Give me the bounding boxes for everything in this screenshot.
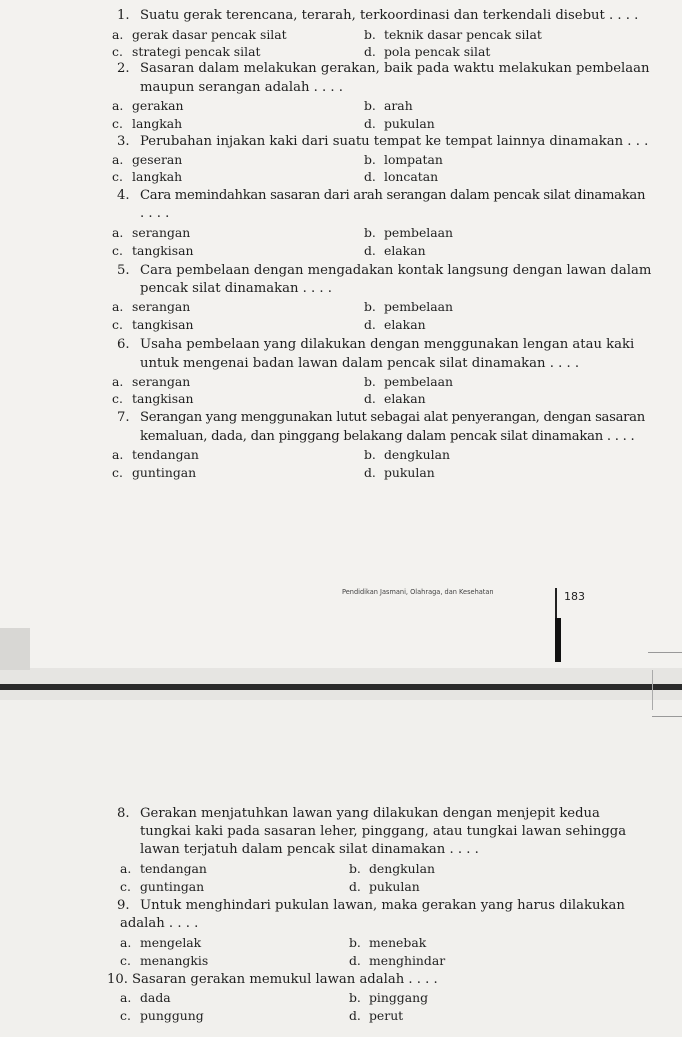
- footer-page-tab: [555, 618, 561, 662]
- option-d: d. elakan: [364, 391, 426, 406]
- option-d: d. loncatan: [364, 169, 439, 184]
- question-number: 5.: [117, 263, 130, 278]
- question-text: kemaluan, dada, dan pinggang belakang dalam pencak silat dinamakan . . . .: [140, 429, 635, 444]
- option-c: c. menangkis: [120, 953, 209, 968]
- option-c: c. guntingan: [120, 879, 205, 894]
- question-text: Suatu gerak terencana, terarah, terkoordinasi dan terkendali disebut . . . .: [140, 8, 639, 23]
- footer-book-title: Pendidikan Jasmani, Olahraga, dan Kesehatan: [342, 588, 494, 596]
- question-text: Sasaran gerakan memukul lawan adalah . . . .: [132, 972, 438, 987]
- question-number: 7.: [117, 410, 130, 425]
- option-a: a. serangan: [112, 299, 191, 314]
- question-text: Cara pembelaan dengan mengadakan kontak langsung dengan lawan dalam: [140, 263, 652, 278]
- question-text: . . . .: [140, 206, 170, 221]
- question-text: untuk mengenai badan lawan dalam pencak silat dinamakan . . . .: [140, 356, 580, 371]
- question-number: 4.: [117, 188, 130, 203]
- question-text: Gerakan menjatuhkan lawan yang dilakukan dengan menjepit kedua: [140, 806, 600, 821]
- edge-mark: [652, 670, 653, 710]
- option-c: c. tangkisan: [112, 317, 194, 332]
- option-d: d. menghindar: [349, 953, 446, 968]
- question-number: 3.: [117, 134, 130, 149]
- option-c: c. guntingan: [112, 465, 197, 480]
- option-b: b. arah: [364, 98, 413, 113]
- option-b: b. lompatan: [364, 152, 443, 167]
- option-c: c. langkah: [112, 169, 183, 184]
- option-a: a. serangan: [112, 225, 191, 240]
- option-a: a. mengelak: [120, 935, 202, 950]
- option-a: a. tendangan: [120, 861, 207, 876]
- option-b: b. pinggang: [349, 990, 429, 1005]
- option-d: d. perut: [349, 1008, 404, 1023]
- footer-divider: [555, 588, 557, 618]
- option-b: b. pembelaan: [364, 299, 453, 314]
- option-a: a. gerakan: [112, 98, 184, 113]
- question-text: Untuk menghindari pukulan lawan, maka gerakan yang harus dilakukan: [140, 898, 625, 913]
- option-d: d. pukulan: [349, 879, 420, 894]
- option-d: d. pukulan: [364, 465, 435, 480]
- option-c: c. tangkisan: [112, 243, 194, 258]
- question-text: pencak silat dinamakan . . . .: [140, 281, 332, 296]
- question-text: Usaha pembelaan yang dilakukan dengan menggunakan lengan atau kaki: [140, 337, 635, 352]
- question-number: 9.: [117, 898, 130, 913]
- option-b: b. pembelaan: [364, 374, 453, 389]
- page-shadow: [0, 628, 30, 670]
- question-text: Cara memindahkan sasaran dari arah serangan dalam pencak silat dinamakan: [140, 188, 646, 203]
- option-c: c. tangkisan: [112, 391, 194, 406]
- option-d: d. elakan: [364, 243, 426, 258]
- option-c: c. strategi pencak silat: [112, 44, 261, 59]
- question-number: 1.: [117, 8, 130, 23]
- option-c: c. langkah: [112, 116, 183, 131]
- option-a: a. tendangan: [112, 447, 199, 462]
- option-b: b. menebak: [349, 935, 427, 950]
- page-number: 183: [564, 590, 585, 603]
- question-number: 6.: [117, 337, 130, 352]
- option-d: d. elakan: [364, 317, 426, 332]
- question-text: lawan terjatuh dalam pencak silat dinamakan . . . .: [140, 842, 479, 857]
- option-d: d. pukulan: [364, 116, 435, 131]
- option-b: b. pembelaan: [364, 225, 453, 240]
- question-number: 8.: [117, 806, 130, 821]
- question-text: Perubahan injakan kaki dari suatu tempat ke tempat lainnya dinamakan . . .: [140, 134, 649, 149]
- option-c: c. punggung: [120, 1008, 204, 1023]
- edge-mark: [648, 652, 682, 653]
- option-a: a. serangan: [112, 374, 191, 389]
- question-number: 10.: [107, 972, 128, 987]
- question-text: maupun serangan adalah . . . .: [140, 80, 343, 95]
- option-b: b. dengkulan: [364, 447, 450, 462]
- option-a: a. geseran: [112, 152, 183, 167]
- question-text: Serangan yang menggunakan lutut sebagai alat penyerangan, dengan sasaran: [140, 410, 645, 425]
- question-number: 2.: [117, 61, 130, 76]
- edge-mark: [652, 716, 682, 717]
- question-text: adalah . . . .: [120, 916, 199, 931]
- page-gap-edge: [0, 684, 682, 690]
- question-text: tungkai kaki pada sasaran leher, pinggang, atau tungkai lawan sehingga: [140, 824, 627, 839]
- option-a: a. dada: [120, 990, 171, 1005]
- option-b: b. dengkulan: [349, 861, 435, 876]
- option-b: b. teknik dasar pencak silat: [364, 27, 542, 42]
- option-d: d. pola pencak silat: [364, 44, 491, 59]
- question-text: Sasaran dalam melakukan gerakan, baik pada waktu melakukan pembelaan: [140, 61, 650, 76]
- option-a: a. gerak dasar pencak silat: [112, 27, 287, 42]
